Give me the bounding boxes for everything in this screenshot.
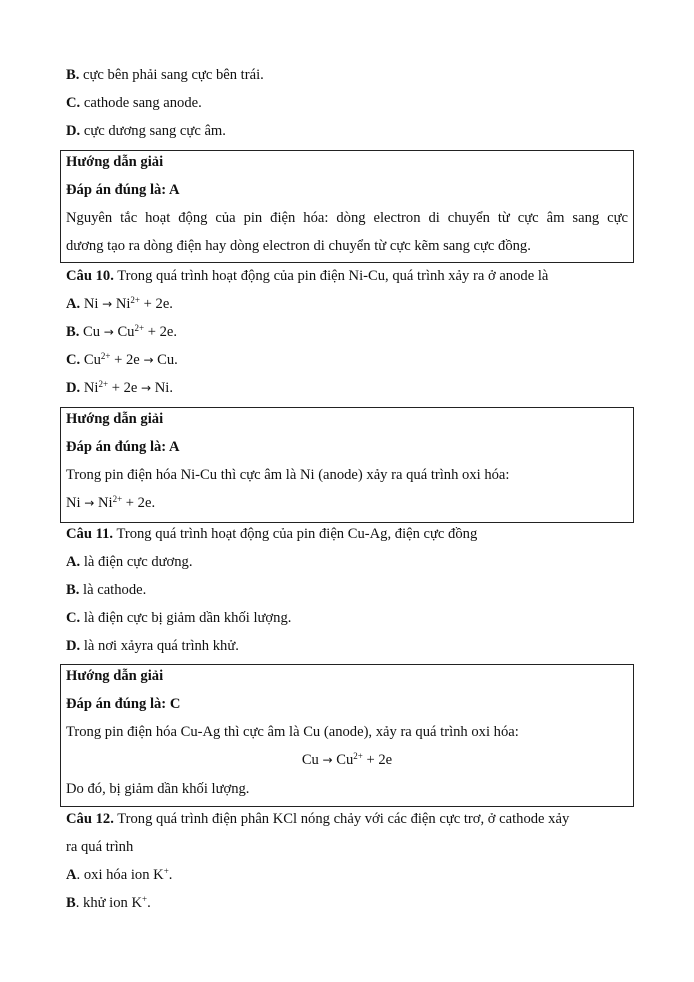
charge-superscript: 2+ [353, 751, 363, 761]
formula: + 2e. [125, 495, 156, 511]
option-label: D. [66, 123, 81, 139]
charge-superscript: 2+ [100, 351, 111, 361]
option-label: C. [66, 352, 81, 368]
arrow-icon: → [141, 381, 152, 395]
formula: Cu [83, 324, 101, 340]
charge-superscript: 2+ [112, 494, 123, 504]
formula: + 2e [111, 380, 138, 396]
formula: Cu [336, 752, 354, 768]
option-text: là điện cực dương. [83, 554, 193, 570]
formula: Ni [83, 296, 99, 312]
q10-option-c [66, 346, 178, 374]
formula: Ni [83, 380, 99, 396]
q12-stem [66, 805, 569, 833]
solution-heading: Hướng dẫn giải [66, 411, 164, 427]
q9-option-d [66, 117, 226, 145]
option-text-end: . [168, 867, 173, 883]
solution-text-line: Do đó, bị giảm dần khối lượng. [66, 781, 250, 797]
q10-option-a [66, 290, 173, 318]
option-label: D. [66, 638, 81, 654]
formula: Cu. [157, 352, 178, 368]
question-number: Câu 10. [66, 268, 114, 284]
arrow-icon: → [322, 753, 333, 767]
formula: Ni [97, 495, 113, 511]
option-label: D. [66, 380, 81, 396]
solution-text-line: Trong pin điện hóa Cu-Ag thì cực âm là Cu (anode), xảy ra quá trình oxi hóa: [66, 724, 519, 740]
charge-superscript: + [163, 866, 169, 876]
q12-option-b [66, 889, 151, 917]
option-text-end: . [147, 895, 151, 911]
option-text: là điện cực bị giảm dần khối lượng. [83, 610, 292, 626]
option-text: . oxi hóa ion K [76, 867, 164, 883]
solution-equation [66, 746, 628, 774]
q10-stem [66, 262, 548, 290]
option-text: là nơi xảyra quá trình khử. [83, 638, 239, 654]
option-label: B [66, 895, 76, 911]
q12-stem-continued: ra quá trình [66, 839, 134, 855]
option-label: B. [66, 324, 80, 340]
option-label: C. [66, 95, 81, 111]
option-text: là cathode. [83, 582, 147, 598]
formula: Ni [115, 296, 131, 312]
question-text: Trong quá trình điện phân KCl nóng chảy với các điện cực trơ, ở cathode xảy [117, 811, 570, 827]
option-label: A. [66, 554, 81, 570]
solution-answer: Đáp án đúng là: C [66, 696, 181, 712]
formula: Cu [117, 324, 135, 340]
formula: Ni [66, 495, 81, 511]
q11-solution-box [60, 664, 634, 807]
q11-option-c [66, 604, 291, 632]
q10-option-b [66, 318, 177, 346]
q9-option-b [66, 61, 264, 89]
solution-heading: Hướng dẫn giải [66, 668, 164, 684]
q11-option-d [66, 632, 239, 660]
formula: + 2e [114, 352, 140, 368]
q9-option-c [66, 89, 202, 117]
option-label: A. [66, 296, 81, 312]
q11-stem [66, 520, 477, 548]
arrow-icon: → [102, 297, 113, 311]
q11-option-a [66, 548, 193, 576]
q12-option-a [66, 861, 172, 889]
solution-text-line: dương tạo ra dòng điện hay dòng electron di chuyển từ cực kẽm sang cực đồng. [66, 238, 531, 254]
option-label: C. [66, 610, 81, 626]
formula: Ni. [154, 380, 173, 396]
solution-answer: Đáp án đúng là: A [66, 182, 180, 198]
q10-solution-box [60, 407, 634, 523]
option-text: cực bên phải sang cực bên trái. [83, 67, 264, 83]
charge-superscript: 2+ [130, 295, 140, 305]
option-label: B. [66, 582, 80, 598]
option-label: A [66, 867, 77, 883]
q9-solution-box [60, 150, 634, 263]
solution-answer: Đáp án đúng là: A [66, 439, 180, 455]
formula: + 2e. [147, 324, 178, 340]
question-number: Câu 12. [66, 811, 114, 827]
solution-heading: Hướng dẫn giải [66, 154, 164, 170]
arrow-icon: → [103, 325, 114, 339]
formula: + 2e [366, 752, 393, 768]
formula: Cu [83, 352, 101, 368]
solution-equation [66, 489, 155, 517]
formula: + 2e. [143, 296, 173, 312]
charge-superscript: + [142, 894, 148, 904]
charge-superscript: 2+ [134, 323, 145, 333]
q10-option-d [66, 374, 173, 402]
option-label: B. [66, 67, 80, 83]
charge-superscript: 2+ [98, 379, 109, 389]
option-text: cathode sang anode. [83, 95, 202, 111]
formula: Cu [301, 752, 319, 768]
q11-option-b [66, 576, 146, 604]
question-text: Trong quá trình hoạt động của pin điện Cu-Ag, điện cực đồng [116, 526, 478, 542]
solution-text-line: Nguyên tắc hoạt động của pin điện hóa: dòng electron di chuyển từ cực âm sang cực [66, 210, 628, 226]
question-number: Câu 11. [66, 526, 114, 542]
arrow-icon: → [143, 353, 154, 367]
solution-text-line: Trong pin điện hóa Ni-Cu thì cực âm là Ni (anode) xảy ra quá trình oxi hóa: [66, 467, 510, 483]
arrow-icon: → [84, 496, 95, 510]
option-text: cực dương sang cực âm. [83, 123, 226, 139]
question-text: Trong quá trình hoạt động của pin điện Ni-Cu, quá trình xảy ra ở anode là [117, 268, 549, 284]
option-text: . khử ion K [75, 895, 143, 911]
